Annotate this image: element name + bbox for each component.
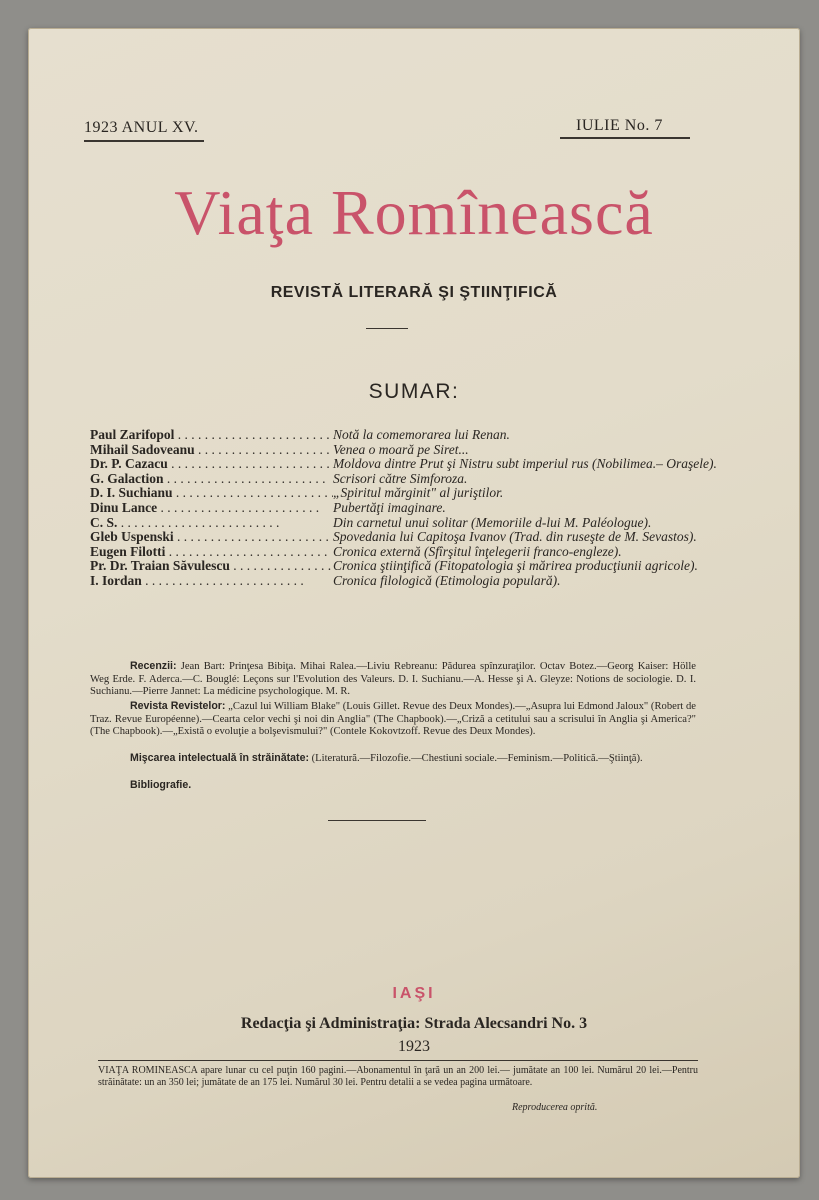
bibliography-section xyxy=(90,779,736,793)
reproduction-notice: Reproducerea oprită. xyxy=(512,1102,598,1113)
magazine-title: Viaţa Romînească xyxy=(174,177,654,248)
footer-rule xyxy=(98,1060,698,1061)
toc-entry xyxy=(90,574,760,589)
revista-text: „Cazul lui William Blake" (Louis Gillet. Revue des Deux Mondes).—„Asupra lui Edmond Jaloux" (Robert de Traz. Revue Européenne).—Cearta celor vechi şi noi din Anglia" (The Chapbook).—„Criză a cetitului sau a scrisului în Anglia şi America?" (The Chapbook).—„Există o evoluţie a bolşevismului?" (Contele Kokovtzoff. Revue des Deux Mondes). xyxy=(90,701,697,738)
sumar-heading: SUMAR: xyxy=(368,380,460,403)
toc-author: Eugen Filotti . . . xyxy=(90,545,333,560)
header-left-underline xyxy=(84,140,204,142)
toc-author: G. Galaction . . . xyxy=(90,472,333,487)
toc-entry xyxy=(90,516,760,531)
header-right-underline xyxy=(560,137,690,139)
toc-title: Cronica filologică (Etimologia populară). xyxy=(333,572,561,588)
toc-author: Gleb Uspenski . . . xyxy=(90,530,333,545)
toc-entry xyxy=(90,559,760,574)
toc-title: Spovedania lui Capitoşa Ivanov (Trad. din ruseşte de M. Sevastos). xyxy=(333,529,697,545)
toc-author: I. Iordan . . . xyxy=(90,574,333,589)
toc-title: Pubertăţi imaginare. xyxy=(333,499,446,515)
revista-section xyxy=(90,700,696,739)
toc-entry xyxy=(90,486,760,501)
magazine-cover xyxy=(28,28,800,1178)
miscarea-section xyxy=(90,752,696,766)
toc-title: Cronica externă (Sfîrşitul înţelegerii franco-engleze). xyxy=(333,543,622,559)
reviews-section xyxy=(90,660,696,699)
issue-year-volume: 1923 ANUL XV. xyxy=(84,119,199,136)
magazine-subtitle: REVISTĂ LITERARĂ ŞI ŞTIINŢIFICĂ xyxy=(270,284,558,301)
toc-title: Moldova dintre Prut şi Nistru subt imperiul rus (Nobilimea.– Oraşele). xyxy=(333,456,717,472)
toc-author: Mihail Sadoveanu . . . xyxy=(90,443,333,458)
reviews-label: Recenzii: xyxy=(130,660,177,672)
toc-author: C. S. . . . xyxy=(90,516,333,531)
editorial-address: Redacţia şi Administraţia: Strada Alecsandri No. 3 xyxy=(240,1015,588,1032)
table-of-contents xyxy=(90,428,760,589)
toc-entry xyxy=(90,472,760,487)
toc-entry xyxy=(90,428,760,443)
revista-label: Revista Revistelor: xyxy=(130,700,226,712)
toc-author: Pr. Dr. Traian Săvulescu . . . xyxy=(90,559,333,574)
toc-author: D. I. Suchianu . . . xyxy=(90,486,333,501)
toc-author: Paul Zarifopol . . . xyxy=(90,428,333,443)
toc-entry xyxy=(90,545,760,560)
issue-month-number: IULIE No. 7 xyxy=(576,117,663,134)
toc-title: „Spiritul mărginit" al juriştilor. xyxy=(333,485,504,501)
contents-divider xyxy=(328,820,426,821)
reviews-text: Jean Bart: Prinţesa Bibiţa. Mihai Ralea.—Liviu Rebreanu: Pădurea spînzuraţilor. Octav Botez.—Georg Kaiser: Hölle Weg Erde. F. Aderca.—C. Bouglé: Leçons sur l'Evolution des Valeurs. D. I. Suchianu.—A. Hesse şi A. Gleyze: Notions de sociologie. D. I. Suchianu.—Pierre Jannet: La médicine psychologique. M. R. xyxy=(90,661,696,698)
toc-author: Dr. P. Cazacu . . . xyxy=(90,457,333,472)
toc-title: Notă la comemorarea lui Renan. xyxy=(333,427,510,442)
subscription-info: VIAŢA ROMINEASCA apare lunar cu cel puţin 160 pagini.—Abonamentul în ţară un an 200 lei.— jumătate an 100 lei. Numărul 20 lei.—Pentru străinătate: un an 350 lei; jumătate de an 175 lei. Numărul 30 lei. Pentru detalii a se vedea pagina următoare. xyxy=(98,1065,698,1088)
bibliography-label: Bibliografie. xyxy=(130,779,192,791)
toc-title: Din carnetul unui solitar (Memoriile d-lui M. Paléologue). xyxy=(333,514,652,530)
toc-entry xyxy=(90,530,760,545)
toc-author: Dinu Lance . . . xyxy=(90,501,333,516)
publication-year: 1923 xyxy=(398,1038,430,1055)
toc-entry xyxy=(90,457,760,472)
miscarea-label: Mişcarea intelectuală în străinătate: xyxy=(130,752,309,764)
city-name: IAŞI xyxy=(392,985,436,1002)
miscarea-text: (Literatură.—Filozofie.—Chestiuni sociale.—Feminism.—Politică.—Ştiinţă). xyxy=(311,753,643,764)
title-divider xyxy=(366,328,408,329)
toc-title: Cronica ştiinţifică (Fitopatologia şi mărirea producţiunii agricole). xyxy=(333,558,698,574)
toc-entry xyxy=(90,501,760,516)
toc-entry xyxy=(90,443,760,458)
toc-title: Venea o moară pe Siret... xyxy=(333,441,469,457)
toc-title: Scrisori către Simforoza. xyxy=(333,470,468,486)
